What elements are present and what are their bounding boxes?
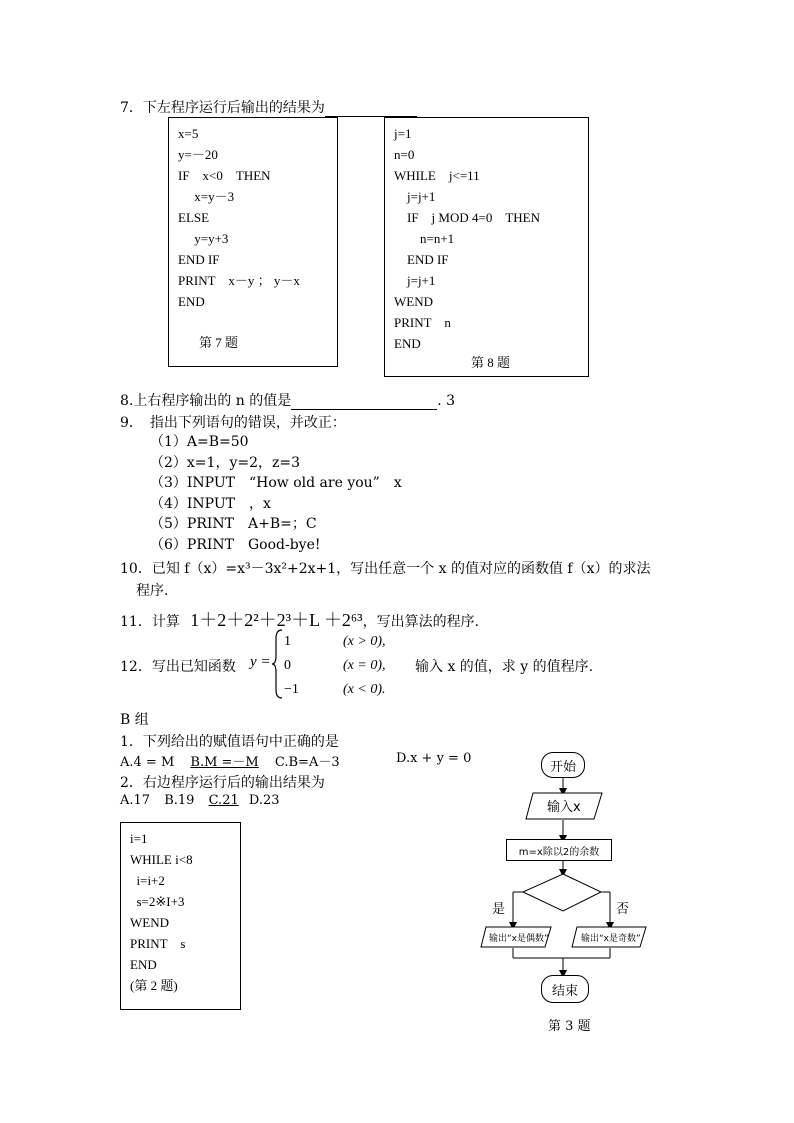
code-line: s=2※I+3 (130, 894, 185, 909)
code-line: END IF (394, 252, 449, 267)
code-line: ELSE (178, 210, 210, 225)
case-condition: (x = 0), (343, 658, 386, 673)
program-7-caption: 第 7 题 (199, 335, 239, 350)
code-line: i=1 (130, 831, 148, 846)
list-item: （4）INPUT ，x (150, 495, 271, 512)
question-11-suffix: ，写出算法的程序. (362, 614, 480, 630)
flowchart-output-right: 输出“x是奇数” (581, 934, 641, 944)
flowchart-input: 输入x (547, 800, 581, 815)
question-12-func: y = (250, 654, 271, 670)
program-2-box (120, 822, 241, 1010)
code-line: PRINT s (130, 936, 186, 951)
program-8-code (394, 123, 540, 354)
code-line: x=5 (178, 126, 199, 141)
question-9-items (150, 432, 402, 555)
code-line: (第 2 题) (130, 978, 178, 993)
list-item: （6）PRINT Good-bye! (150, 536, 321, 553)
option-b: B.M =－M (190, 755, 259, 770)
flowchart-caption: 第 3 题 (548, 1019, 591, 1034)
code-line: j=1 (394, 126, 412, 141)
program-2-code (130, 828, 193, 996)
code-line: IF x<0 THEN (178, 168, 271, 183)
flowchart-output-left: 输出“x是偶数” (489, 934, 549, 944)
code-line: WHILE i<8 (130, 852, 193, 867)
option-c: C.21 (208, 793, 239, 808)
question-11-formula: 1＋2＋2²＋2³＋L ＋2⁶³ (190, 610, 363, 630)
list-item: （3）INPUT “How old are you” x (150, 475, 402, 491)
code-line: i=i+2 (130, 873, 165, 888)
program-8-box (384, 117, 589, 377)
code-line: WHILE j<=11 (394, 168, 480, 183)
program-8-caption: 第 8 题 (471, 355, 511, 370)
question-8-suffix: . 3 (437, 393, 456, 409)
question-12-prefix: 12．写出已知函数 (120, 659, 236, 675)
code-line: END IF (178, 252, 220, 267)
question-8-text: 8.上右程序输出的 n 的值是 (120, 393, 292, 409)
code-line: PRINT n (394, 315, 451, 330)
case-value: 1 (284, 634, 291, 649)
flowchart-process: m=x除以2的余数 (506, 839, 612, 861)
code-line: y=－20 (178, 147, 218, 162)
list-item: （5）PRINT A+B=；C (150, 516, 317, 532)
code-line: n=0 (394, 147, 415, 162)
case-condition: (x < 0). (343, 682, 386, 697)
code-line: WEND (394, 294, 433, 309)
code-line: END (178, 294, 205, 309)
option-a: A.4 = M (120, 755, 175, 770)
brace-icon (272, 628, 284, 700)
option-a: A.17 (120, 793, 151, 808)
flowchart-end: 结束 (541, 975, 589, 1003)
question-10-line2: 程序. (136, 583, 169, 599)
case-value: 0 (284, 658, 291, 673)
question-11-prefix: 11．计算 (120, 614, 180, 630)
program-7-code (178, 123, 300, 312)
list-item: （1）A=B=50 (150, 434, 249, 450)
code-line: END (394, 336, 421, 351)
case-value: −1 (284, 682, 299, 697)
option-d: D.x + y = 0 (396, 751, 472, 766)
code-line: IF j MOD 4=0 THEN (394, 210, 540, 225)
flowchart-no-label: 否 (616, 902, 630, 917)
code-line: END (130, 957, 157, 972)
code-line: y=y+3 (178, 231, 229, 246)
code-line: PRINT x－y ； y－x (178, 273, 300, 288)
list-item: （2）x=1，y=2，z=3 (150, 454, 301, 471)
code-line: WEND (130, 915, 169, 930)
flowchart-connectors (470, 740, 670, 1015)
b-question-2-options (120, 793, 280, 808)
code-line: x=y－3 (178, 189, 235, 204)
piecewise-values (284, 630, 299, 702)
option-d: D.23 (248, 793, 280, 808)
question-11 (120, 606, 479, 632)
question-7 (120, 97, 417, 117)
group-b-title: B 组 (120, 712, 149, 728)
question-12-suffix: 输入 x 的值，求 y 的值程序. (415, 659, 594, 675)
code-line: j=j+1 (394, 273, 436, 288)
b-question-2: 2．右边程序运行后的输出结果为 (120, 775, 325, 791)
case-condition: (x > 0), (343, 634, 386, 649)
code-line: j=j+1 (394, 189, 436, 204)
question-7-text: 7．下左程序运行后输出的结果为 (120, 100, 325, 116)
flowchart-yes-label: 是 (492, 902, 506, 917)
b-question-1: 1．下列给出的赋值语句中正确的是 (120, 734, 339, 750)
question-9-text: 9． 指出下列语句的错误，并改正： (120, 415, 346, 431)
option-b: B.19 (164, 793, 195, 808)
answer-blank (325, 102, 417, 117)
question-8 (120, 390, 455, 410)
piecewise-conditions (343, 630, 386, 702)
b-question-1-options (120, 751, 340, 770)
code-line: n=n+1 (394, 231, 455, 246)
option-c: C.B=A－3 (274, 755, 340, 770)
answer-blank (291, 395, 437, 410)
flowchart-start: 开始 (541, 752, 585, 778)
program-7-box (168, 117, 338, 367)
question-10-line1: 10．已知 f（x）=x³－3x²+2x+1，写出任意一个 x 的值对应的函数值 f（x）的求法 (120, 561, 651, 577)
